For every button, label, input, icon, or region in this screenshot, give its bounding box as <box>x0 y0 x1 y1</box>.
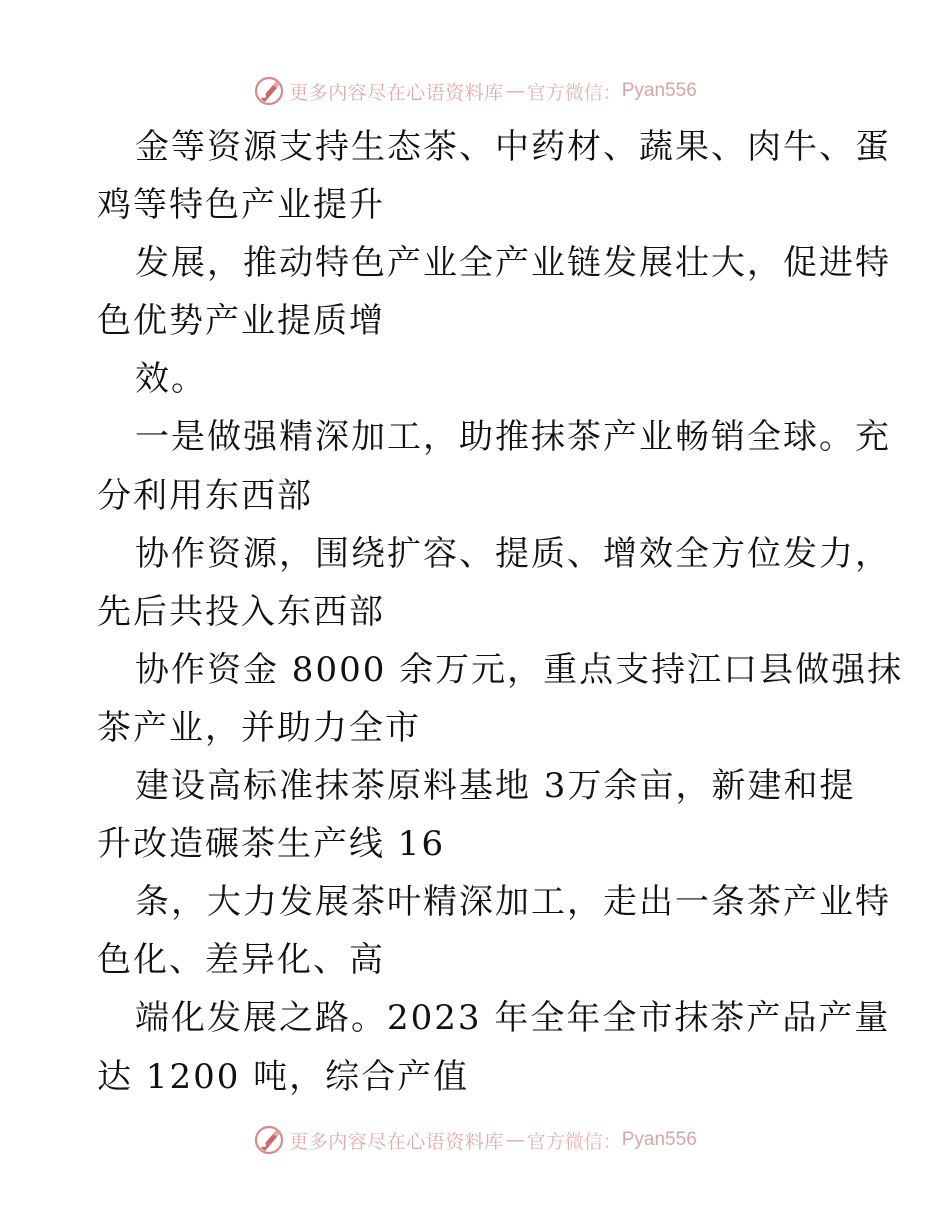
text-line: 升改造碾茶生产线 16 <box>97 824 446 865</box>
watermark-wechat-label: 官方微信： <box>526 81 622 104</box>
footer-watermark <box>0 1120 950 1160</box>
text-line: 茶产业，并助力全市 <box>97 707 421 748</box>
text-line: 效。 <box>135 359 207 400</box>
watermark-separator: — <box>505 80 525 102</box>
header-watermark <box>0 71 950 111</box>
text-line: 分利用东西部 <box>97 475 313 516</box>
text-line: 一是做强精深加工，助推抹茶产业畅销全球。充 <box>135 417 891 458</box>
watermark-wechat-id: Pyan556 <box>621 80 697 101</box>
watermark-text: 更多内容尽在心语资料库 <box>289 1130 504 1153</box>
text-line: 协作资源，围绕扩容、提质、增效全方位发力， <box>135 533 891 574</box>
text-line: 条，大力发展茶叶精深加工，走出一条茶产业特 <box>135 882 891 923</box>
watermark-text: 更多内容尽在心语资料库 <box>289 81 504 104</box>
watermark-separator: — <box>505 1129 525 1151</box>
text-line: 色化、差异化、高 <box>97 940 385 981</box>
pen-circle-logo-icon <box>253 1124 285 1156</box>
text-line: 达 1200 吨，综合产值 <box>97 1056 470 1097</box>
watermark-wechat-label: 官方微信： <box>526 1130 622 1153</box>
text-line: 色优势产业提质增 <box>97 301 385 342</box>
pen-circle-logo-icon <box>253 75 285 107</box>
text-line: 建设高标准抹茶原料基地 3万余亩，新建和提 <box>135 766 856 807</box>
text-line: 协作资金 8000 余万元，重点支持江口县做强抹 <box>135 649 904 690</box>
text-line: 金等资源支持生态茶、中药材、蔬果、肉牛、蛋 <box>135 127 891 167</box>
text-line: 先后共投入东西部 <box>97 591 385 632</box>
text-line: 鸡等特色产业提升 <box>97 185 385 226</box>
watermark-wechat-id: Pyan556 <box>621 1129 697 1150</box>
body-text <box>97 118 904 1106</box>
text-line: 发展，推动特色产业全产业链发展壮大，促进特 <box>135 243 891 284</box>
text-line: 端化发展之路。2023 年全年全市抹茶产品产量 <box>135 998 891 1039</box>
